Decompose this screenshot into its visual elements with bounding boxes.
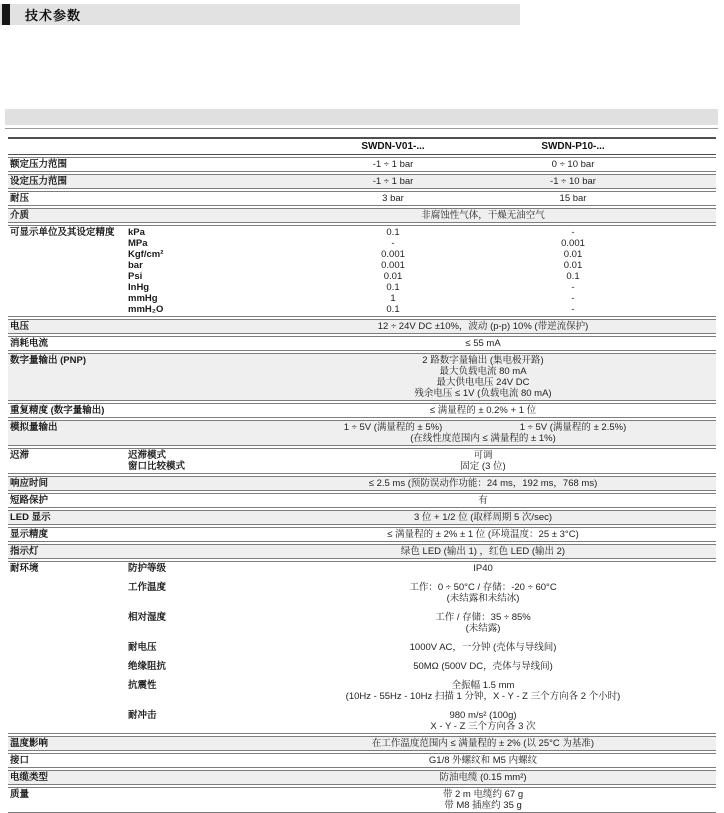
- spec-sub-label: InHg: [128, 282, 150, 293]
- title-accent-bar: [2, 4, 10, 25]
- spec-line: [128, 478, 716, 489]
- section-header: [0, 4, 520, 25]
- spec-value: 50MΩ (500V DC，壳体与导线间): [413, 661, 553, 672]
- spec-row-label: 设定压力范围: [10, 176, 68, 187]
- spec-line: [128, 271, 716, 282]
- spec-line: [128, 366, 716, 377]
- spec-sub-label: [128, 405, 303, 416]
- spec-row-lines: [128, 546, 716, 557]
- spec-value: IP40: [473, 563, 493, 574]
- spec-sub-label: [128, 529, 303, 540]
- spec-value: 绿色 LED (输出 1) ，红色 LED (输出 2): [400, 546, 566, 557]
- spec-value: 防油电缆 (0.15 mm²): [439, 772, 527, 783]
- spec-sub-label: [128, 546, 303, 557]
- spec-sub-label: 工作温度: [128, 582, 167, 593]
- page-title: 技术参数: [25, 8, 82, 23]
- spec-sub-label: [128, 193, 303, 204]
- spec-row: [8, 420, 716, 446]
- spec-row-label: 质量: [10, 789, 30, 800]
- spec-row: [8, 157, 716, 172]
- spec-line: [128, 355, 716, 366]
- spec-row-label: 接口: [10, 755, 30, 766]
- spec-value-v01: 0.1: [386, 282, 400, 293]
- spec-value: 带 M8 插座约 35 g: [444, 800, 522, 811]
- spec-value: ≤ 满量程的 ± 2% ± 1 位 (环境温度：25 ± 3°C): [387, 529, 579, 540]
- spec-row: [8, 208, 716, 223]
- spec-value: 固定 (3 位): [460, 461, 506, 472]
- spec-row-label: 数字量输出 (PNP): [10, 355, 87, 366]
- spec-row-lines: [128, 176, 716, 187]
- spec-line: [128, 193, 716, 204]
- spec-row-lines: [128, 529, 716, 540]
- spec-line: [128, 282, 716, 293]
- spec-line: [128, 661, 716, 672]
- spec-value: 1000V AC，一分钟 (壳体与导线间): [409, 642, 557, 653]
- spec-value-v01: 0.001: [381, 249, 405, 260]
- spec-value: ≤ 55 mA: [465, 338, 501, 349]
- spec-line: [128, 422, 716, 433]
- spec-sub-label: [128, 176, 303, 187]
- spec-sub-label: kPa: [128, 227, 145, 238]
- spec-value-p10: 0.01: [563, 249, 583, 260]
- spec-row: [8, 336, 716, 351]
- spec-value-p10: 0.01: [563, 260, 583, 271]
- spec-line: [128, 377, 716, 388]
- spec-value: 非腐蚀性气体，干燥无油空气: [421, 210, 545, 221]
- spec-sub-label: 防护等级: [128, 563, 167, 574]
- spec-line: [128, 304, 716, 315]
- spec-value: 980 m/s² (100g): [449, 710, 517, 721]
- spec-value: 最大负载电流 80 mA: [439, 366, 527, 377]
- spec-row: [8, 544, 716, 559]
- spec-row-lines: [128, 495, 716, 506]
- spec-sub-label: MPa: [128, 238, 148, 249]
- spec-line: [128, 612, 716, 623]
- spec-sub-label: [128, 388, 303, 399]
- spec-row-label: 耐环境: [10, 563, 39, 574]
- spec-row-label: 温度影响: [10, 738, 49, 749]
- spec-row: [8, 527, 716, 542]
- spec-sub-label: [128, 772, 303, 783]
- spec-value-v01: -1 ÷ 1 bar: [372, 159, 414, 170]
- spec-value-v01: -1 ÷ 1 bar: [372, 176, 414, 187]
- spec-row: [8, 225, 716, 317]
- spec-row: [8, 174, 716, 189]
- spec-value: 工作：0 ÷ 50°C / 存储：-20 ÷ 60°C: [409, 582, 557, 593]
- spec-row-lines: [128, 355, 716, 399]
- spec-row-label: 重复精度 (数字量输出): [10, 405, 105, 416]
- spec-line: [128, 433, 716, 444]
- spec-row-lines: [128, 193, 716, 204]
- spec-sub-label: Kgf/cm²: [128, 249, 164, 260]
- spec-value-p10: 1 ÷ 5V (满量程的 ± 2.5%): [519, 422, 627, 433]
- spec-row-lines: [128, 159, 716, 170]
- spec-row-lines: [128, 227, 716, 315]
- spec-value: (10Hz - 55Hz - 10Hz 扫描 1 分钟，X - Y - Z 三个方向各 2 个小时): [345, 691, 621, 702]
- spec-row: [8, 448, 716, 474]
- spec-line: [128, 159, 716, 170]
- spec-row-lines: [128, 338, 716, 349]
- spec-rows: [8, 157, 716, 813]
- spec-row-lines: [128, 450, 716, 472]
- spec-value-v01: 0.001: [381, 260, 405, 271]
- spec-row-label: 指示灯: [10, 546, 39, 557]
- spec-value: 带 2 m 电缆约 67 g: [442, 789, 524, 800]
- spec-value: ≤ 满量程的 ± 0.2% + 1 位: [429, 405, 537, 416]
- spec-sub-label: [128, 478, 303, 489]
- spec-value: 2 路数字量输出 (集电极开路): [422, 355, 544, 366]
- spec-line: [128, 680, 716, 691]
- spec-sub-label: mmH₂O: [128, 304, 164, 315]
- spec-sub-label: [128, 377, 303, 388]
- spec-line: [128, 321, 716, 332]
- spec-value: 工作 / 存储：35 ÷ 85%: [435, 612, 531, 623]
- spec-value-v01: -: [391, 238, 395, 249]
- spec-row: [8, 770, 716, 785]
- spec-sub-label: [128, 800, 303, 811]
- spec-line: [128, 691, 716, 702]
- spec-value: X - Y - Z 三个方向各 3 次: [430, 721, 536, 732]
- spec-value-p10: -: [571, 282, 575, 293]
- spec-value-p10: -1 ÷ 10 bar: [550, 176, 596, 187]
- spec-row: [8, 561, 716, 734]
- datasheet-page: [0, 4, 724, 813]
- spec-line: [128, 800, 716, 811]
- spec-header-empty-cell: [8, 141, 128, 152]
- spec-row-label: 迟滞: [10, 450, 30, 461]
- spec-sub-label: [128, 623, 303, 634]
- spec-value-p10: -: [571, 293, 575, 304]
- spec-row: [8, 353, 716, 401]
- spec-line: [128, 512, 716, 523]
- spec-value: 可调: [473, 450, 493, 461]
- spec-row: [8, 493, 716, 508]
- spec-row-label: 显示精度: [10, 529, 49, 540]
- spec-value-v01: 0.1: [386, 227, 400, 238]
- spec-value-p10: -: [571, 304, 575, 315]
- spec-row-lines: [128, 422, 716, 444]
- spec-sub-label: [128, 159, 303, 170]
- spec-row-lines: [128, 755, 716, 766]
- spec-row: [8, 403, 716, 418]
- spec-value: 最大供电电压 24V DC: [436, 377, 530, 388]
- spec-line: [128, 405, 716, 416]
- column-header-p10: SWDN-P10-...: [541, 141, 605, 152]
- spec-value: ≤ 2.5 ms (预防误动作功能：24 ms，192 ms，768 ms): [368, 478, 598, 489]
- spec-row-label: 介质: [10, 210, 30, 221]
- spec-value-p10: -: [571, 227, 575, 238]
- spec-value-v01: 3 bar: [382, 193, 404, 204]
- spec-row-label: 电压: [10, 321, 30, 332]
- spec-value-v01: 0.01: [383, 271, 403, 282]
- spec-value: 全振幅 1.5 mm: [451, 680, 515, 691]
- spec-sub-label: 窗口比较模式: [128, 461, 186, 472]
- spec-sub-label: [128, 210, 303, 221]
- spec-sub-label: 相对湿度: [128, 612, 167, 623]
- spec-sub-label: [128, 512, 303, 523]
- spec-line: [128, 529, 716, 540]
- spec-sub-label: 抗震性: [128, 680, 157, 691]
- spec-sub-label: [128, 433, 303, 444]
- spec-line: [128, 176, 716, 187]
- spec-row: [8, 476, 716, 491]
- spec-row: [8, 736, 716, 751]
- spec-table: [8, 137, 716, 813]
- spec-line: [128, 789, 716, 800]
- spec-row-lines: [128, 321, 716, 332]
- spec-line: [128, 238, 716, 249]
- spec-row-lines: [128, 563, 716, 732]
- spec-sub-label: [128, 422, 303, 433]
- spec-row-lines: [128, 512, 716, 523]
- spec-line: [128, 260, 716, 271]
- spec-sub-label: [128, 321, 303, 332]
- spec-row-lines: [128, 210, 716, 221]
- spec-row-lines: [128, 405, 716, 416]
- spec-row-lines: [128, 772, 716, 783]
- spec-row: [8, 191, 716, 206]
- spec-sub-label: [128, 355, 303, 366]
- spec-row-label: 消耗电流: [10, 338, 49, 349]
- spacer-rule: [5, 128, 718, 129]
- spec-header-row: [8, 137, 716, 155]
- spec-value: (在线性度范围内 ≤ 满量程的 ± 1%): [410, 433, 556, 444]
- spec-row: [8, 753, 716, 768]
- spec-row-lines: [128, 738, 716, 749]
- spec-row: [8, 510, 716, 525]
- spec-line: [128, 563, 716, 574]
- spec-line: [128, 593, 716, 604]
- spec-sub-label: [128, 789, 303, 800]
- spec-value: 残余电压 ≤ 1V (负载电流 80 mA): [414, 388, 552, 399]
- spec-sub-label: [128, 691, 303, 702]
- spec-sub-label: bar: [128, 260, 143, 271]
- spec-line: [128, 772, 716, 783]
- spec-sub-label: [128, 495, 303, 506]
- spec-line: [128, 495, 716, 506]
- spec-value-p10: 0 ÷ 10 bar: [551, 159, 595, 170]
- spec-sub-label: 耐电压: [128, 642, 157, 653]
- spec-line: [128, 642, 716, 653]
- spec-line: [128, 388, 716, 399]
- spec-sub-label: [128, 366, 303, 377]
- spec-value-p10: 0.001: [561, 238, 585, 249]
- spec-value-v01: 0.1: [386, 304, 400, 315]
- spec-line: [128, 249, 716, 260]
- spec-line: [128, 710, 716, 721]
- spec-line: [128, 461, 716, 472]
- spec-value: 有: [478, 495, 488, 506]
- spec-value-p10: 15 bar: [559, 193, 587, 204]
- spec-value: (未结露和未结冰): [446, 593, 520, 604]
- spec-row: [8, 787, 716, 813]
- spec-row-label: 模拟量输出: [10, 422, 58, 433]
- spec-sub-label: [128, 738, 303, 749]
- spec-row: [8, 319, 716, 334]
- spec-line: [128, 582, 716, 593]
- spec-line: [128, 721, 716, 732]
- spec-value-v01: 1 ÷ 5V (满量程的 ± 5%): [343, 422, 443, 433]
- spec-value: 在工作温度范围内 ≤ 满量程的 ± 2% (以 25°C 为基准): [371, 738, 595, 749]
- spec-sub-label: [128, 338, 303, 349]
- spec-sub-label: [128, 755, 303, 766]
- spec-line: [128, 210, 716, 221]
- spec-row-lines: [128, 789, 716, 811]
- spec-sub-label: 耐冲击: [128, 710, 157, 721]
- spacer-band: [5, 109, 718, 125]
- spec-line: [128, 755, 716, 766]
- spec-line: [128, 450, 716, 461]
- column-header-v01: SWDN-V01-...: [361, 141, 425, 152]
- spec-row-lines: [128, 478, 716, 489]
- spec-row-label: 响应时间: [10, 478, 49, 489]
- spec-line: [128, 227, 716, 238]
- spec-value: 3 位 + 1/2 位 (取样周期 5 次/sec): [413, 512, 553, 523]
- spec-header-sub-empty: [128, 141, 303, 152]
- spec-row-label: 耐压: [10, 193, 30, 204]
- spec-value-v01: 1: [390, 293, 396, 304]
- spec-value: G1/8 外螺纹和 M5 内螺纹: [428, 755, 538, 766]
- spec-sub-label: Psi: [128, 271, 143, 282]
- spec-value: 12 ÷ 24V DC ±10%，波动 (p-p) 10% (带逆流保护): [377, 321, 589, 332]
- spec-row-label: 可显示单位及其设定精度: [10, 227, 115, 238]
- spec-line: [128, 293, 716, 304]
- spec-line: [128, 546, 716, 557]
- spec-sub-label: 迟滞模式: [128, 450, 167, 461]
- spec-line: [128, 338, 716, 349]
- spec-row-label: LED 显示: [10, 512, 51, 523]
- spec-row-label: 额定压力范围: [10, 159, 68, 170]
- spec-sub-label: [128, 593, 303, 604]
- spec-line: [128, 623, 716, 634]
- spec-row-label: 电缆类型: [10, 772, 49, 783]
- spec-sub-label: [128, 721, 303, 732]
- spec-row-label: 短路保护: [10, 495, 49, 506]
- spec-line: [128, 738, 716, 749]
- spec-value-p10: 0.1: [566, 271, 580, 282]
- spec-sub-label: 绝缘阻抗: [128, 661, 167, 672]
- spec-value: (未结露): [465, 623, 501, 634]
- spec-sub-label: mmHg: [128, 293, 158, 304]
